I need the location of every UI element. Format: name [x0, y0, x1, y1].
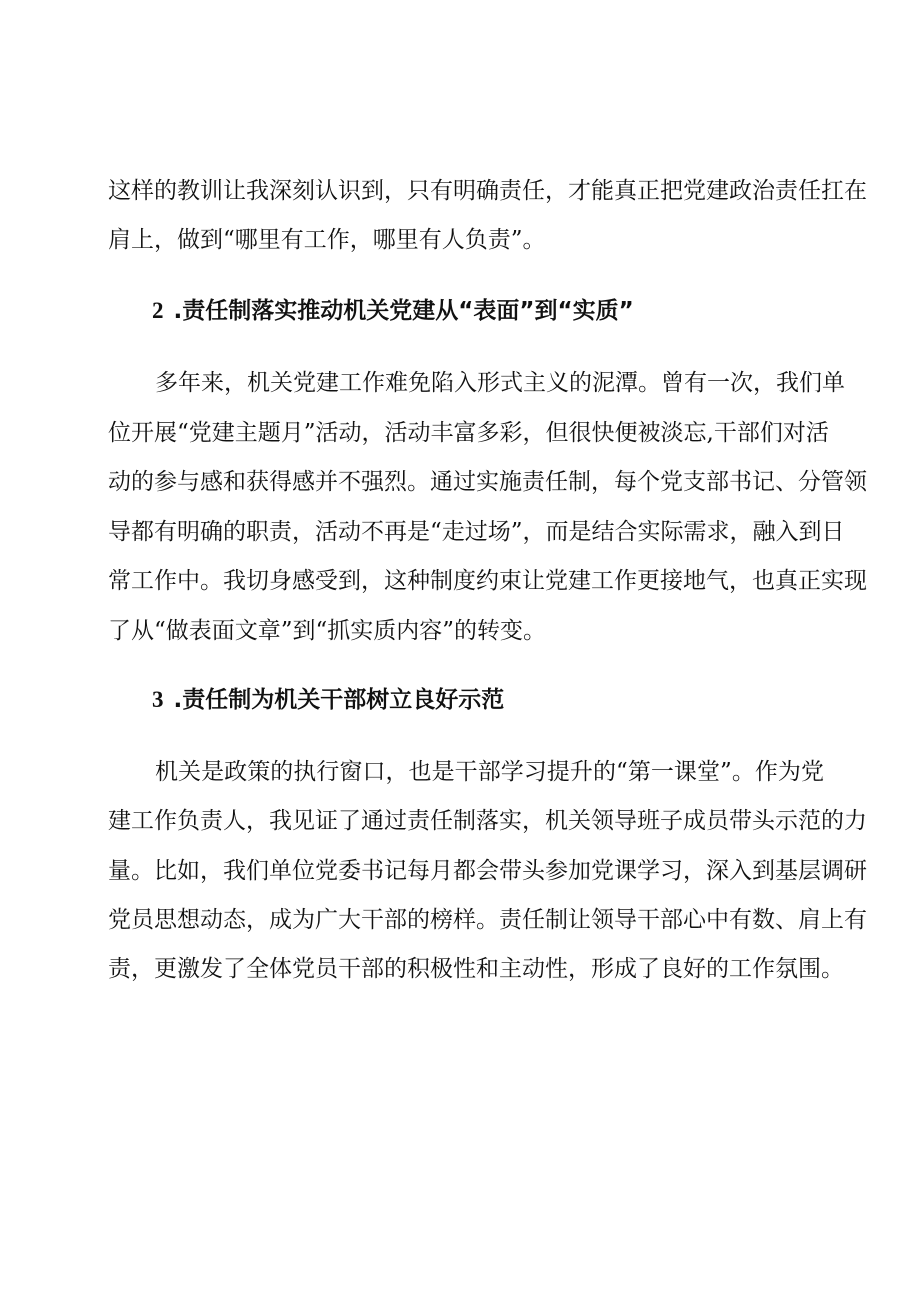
section-2-line-6: 了从“做表面文章”到“抓实质内容”的转变。: [108, 618, 547, 644]
section-3-line-2: 建工作负责人，我见证了通过责任制落实，机关领导班子成员带头示范的力: [108, 808, 867, 834]
section-2-line-4: 导都有明确的职责，活动不再是“走过场”，而是结合实际需求，融入到日: [108, 519, 845, 545]
section-3-line-1: 机关是政策的执行窗口，也是干部学习提升的“第一课堂”。作为党: [155, 759, 824, 785]
section-3-line-4: 党员思想动态，成为广大干部的榜样。责任制让领导干部心中有数、肩上有: [108, 907, 867, 933]
section-2-line-5: 常工作中。我切身感受到，这种制度约束让党建工作更接地气，也真正实现: [108, 568, 867, 594]
section-2-title: .责任制落实推动机关党建从“表面”到“实质”: [173, 298, 634, 324]
section-3-heading: [152, 685, 504, 715]
intro-line-2: 肩上，做到“哪里有工作，哪里有人负责”。: [108, 227, 546, 253]
section-3-line-5: 责，更激发了全体党员干部的积极性和主动性，形成了良好的工作氛围。: [108, 956, 844, 982]
section-3-title: .责任制为机关干部树立良好示范: [173, 687, 505, 713]
intro-line-1: 这样的教训让我深刻认识到，只有明确责任，才能真正把党建政治责任扛在: [108, 178, 867, 204]
section-2-line-2: 位开展“党建主题月”活动，活动丰富多彩，但很快便被淡忘,干部们对活: [108, 420, 829, 446]
section-3-number: 3: [152, 687, 164, 712]
section-2-line-1: 多年来，机关党建工作难免陷入形式主义的泥潭。曾有一次，我们单: [155, 370, 845, 396]
section-3-line-3: 量。比如，我们单位党委书记每月都会带头参加党课学习，深入到基层调研: [108, 858, 867, 884]
section-2-heading: [152, 296, 634, 326]
section-2-line-3: 动的参与感和获得感并不强烈。通过实施责任制，每个党支部书记、分管领: [108, 469, 867, 495]
section-2-number: 2: [152, 298, 164, 323]
